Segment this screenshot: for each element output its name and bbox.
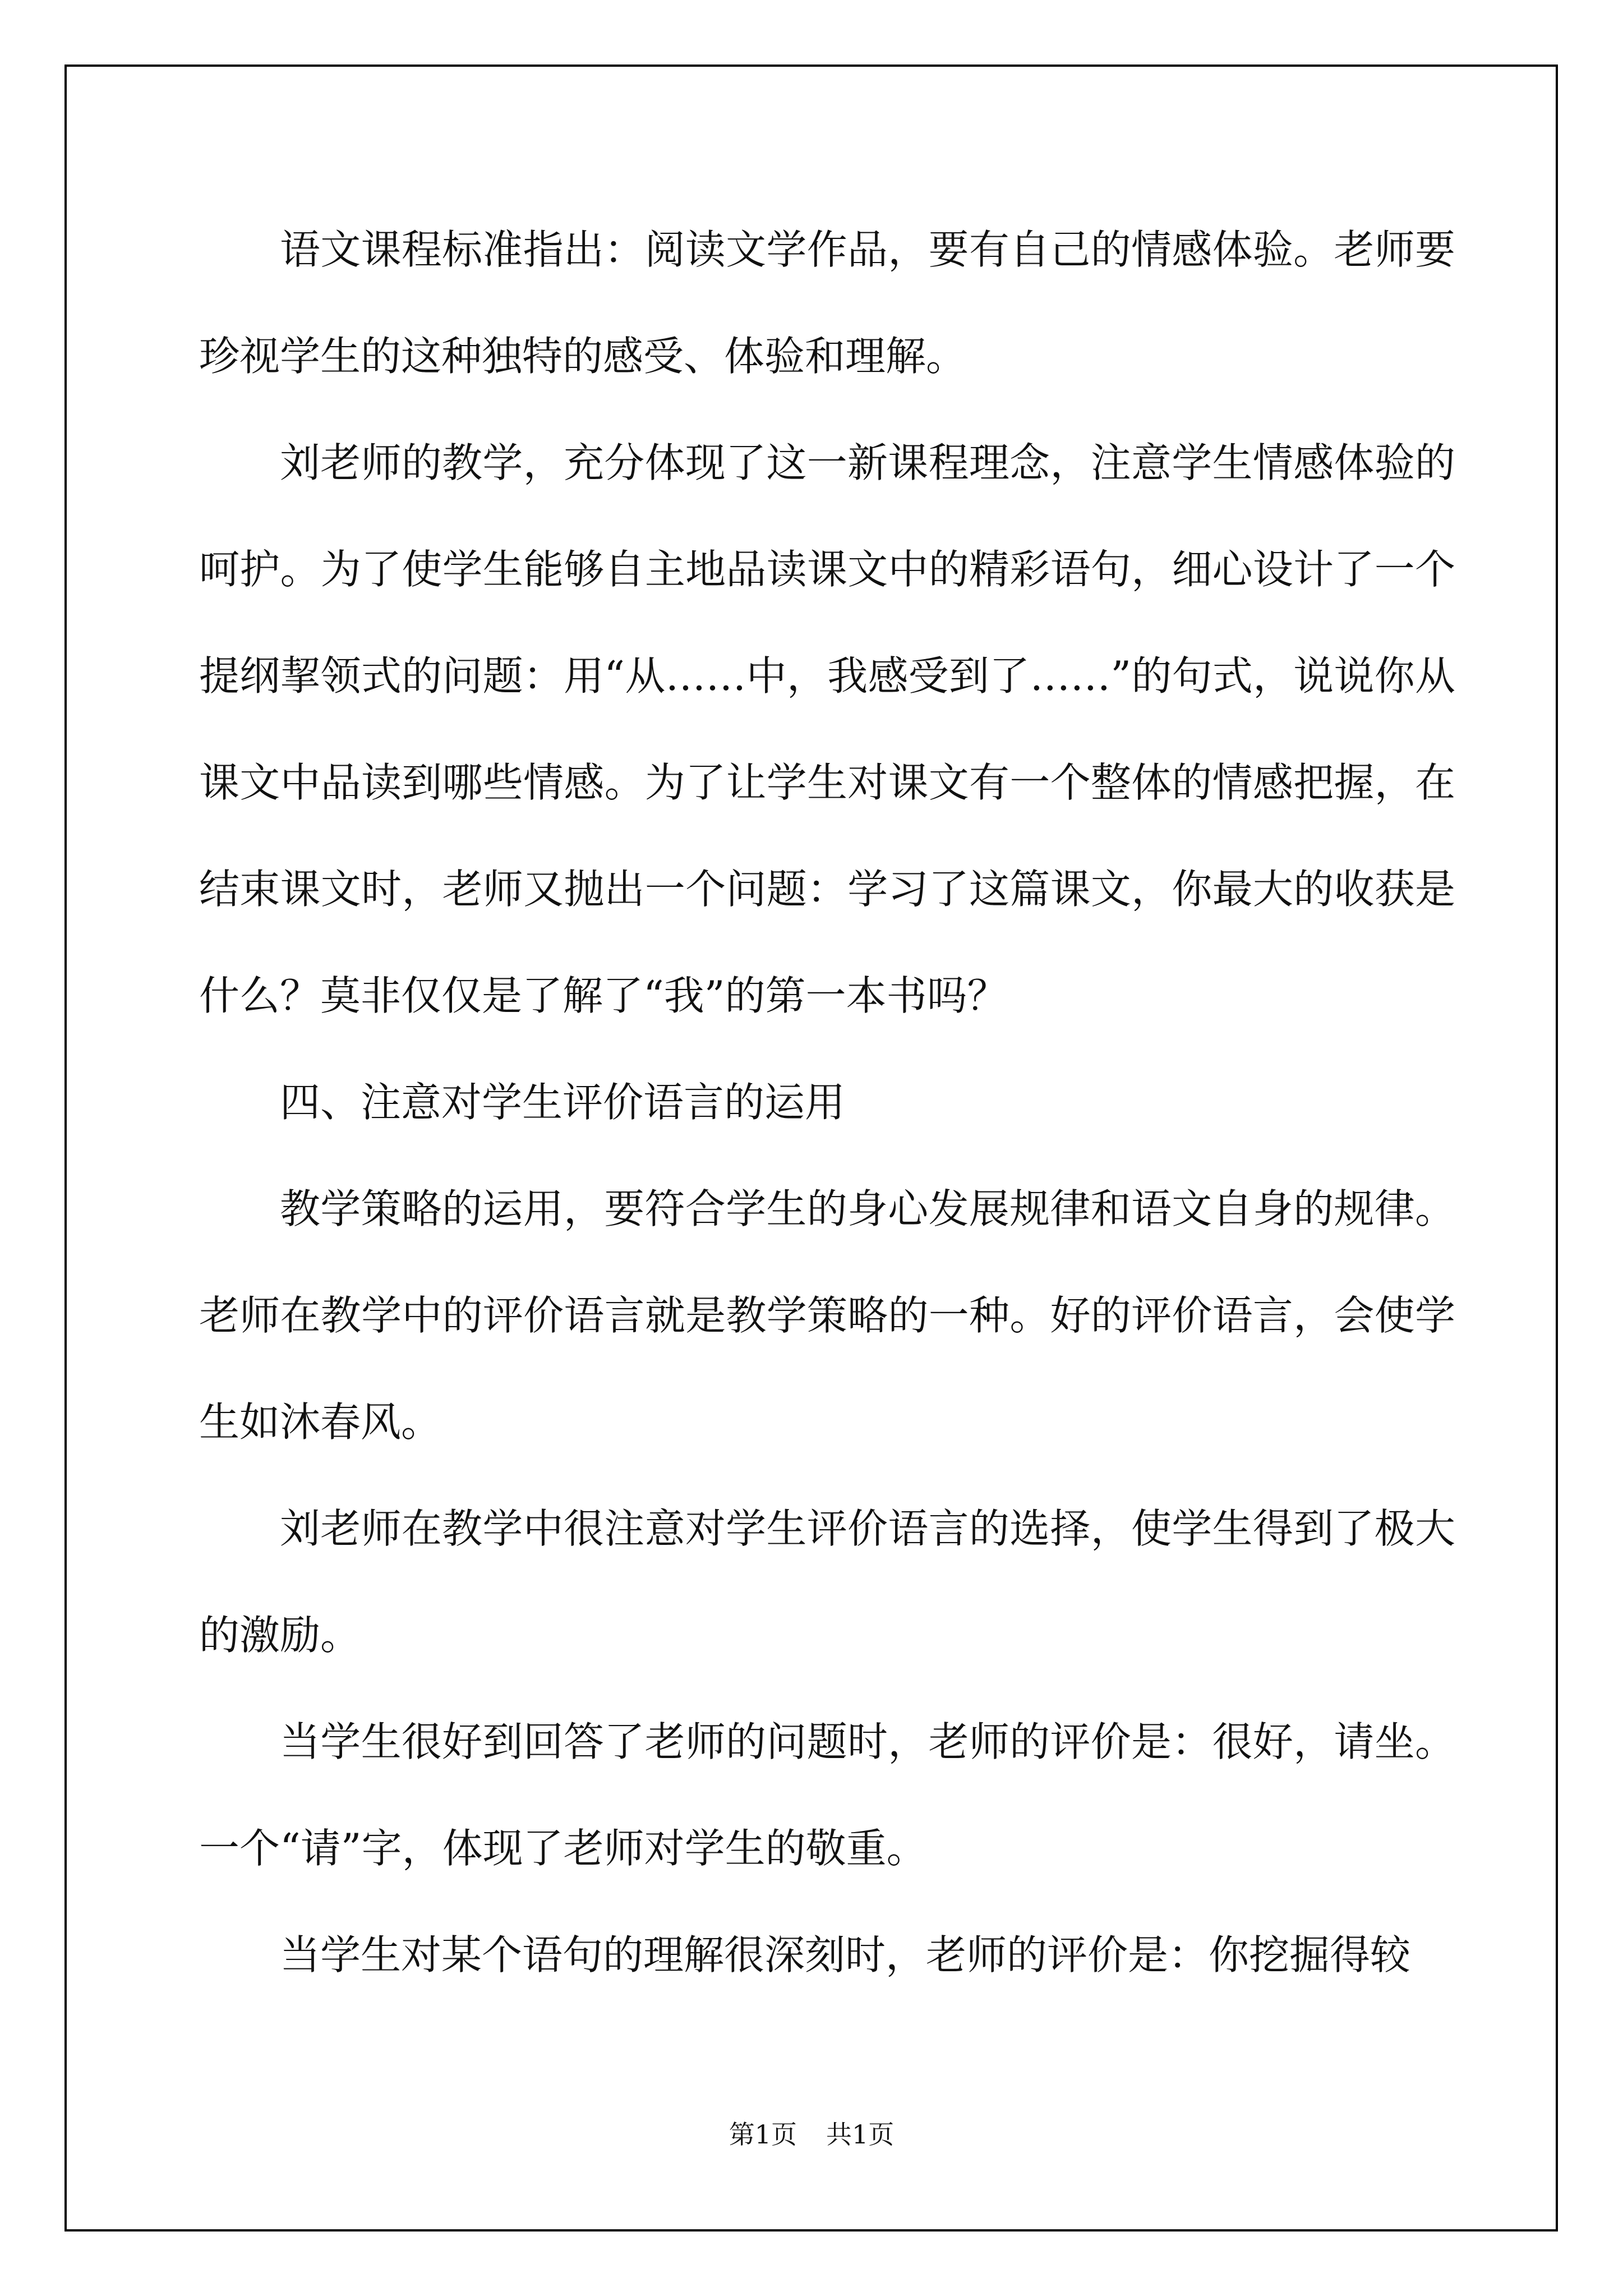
paragraph-5: 当学生很好到回答了老师的问题时，老师的评价是：很好，请坐。一个“请”字，体现了老师对学生的敬重。	[199, 1718, 1455, 1872]
page-number: 第1页	[728, 2119, 797, 2150]
section-heading: 四、注意对学生评价语言的运用	[280, 1079, 846, 1126]
paragraph-3: 教学策略的运用，要符合学生的身心发展规律和语文自身的规律。老师在教学中的评价语言就是教学策略的一种。好的评价语言，会使学生如沐春风。	[199, 1185, 1455, 1446]
paragraph-4: 刘老师在教学中很注意对学生评价语言的选择，使学生得到了极大的激励。	[199, 1505, 1455, 1659]
paragraph-2: 刘老师的教学，充分体现了这一新课程理念，注意学生情感体验的呵护。为了使学生能够自主地品读课文中的精彩语句，细心设计了一个提纲挈领式的问题：用“从……中，我感受到了……”的句式，说说你从课文中品读到哪些情感。为了让学生对课文有一个整体的情感把握，在结束课文时，老师又抛出一个问题：学习了这篇课文，你最大的收获是什么？莫非仅仅是了解了“我”的第一本书吗？	[199, 439, 1455, 1019]
page-footer	[0, 2118, 1623, 2151]
page-total: 共1页	[826, 2119, 895, 2150]
document-body	[199, 196, 1455, 2008]
paragraph-1: 语文课程标准指出：阅读文学作品，要有自己的情感体验。老师要珍视学生的这种独特的感受、体验和理解。	[199, 226, 1455, 380]
paragraph-6: 当学生对某个语句的理解很深刻时，老师的评价是：你挖掘得较	[280, 1931, 1411, 1978]
